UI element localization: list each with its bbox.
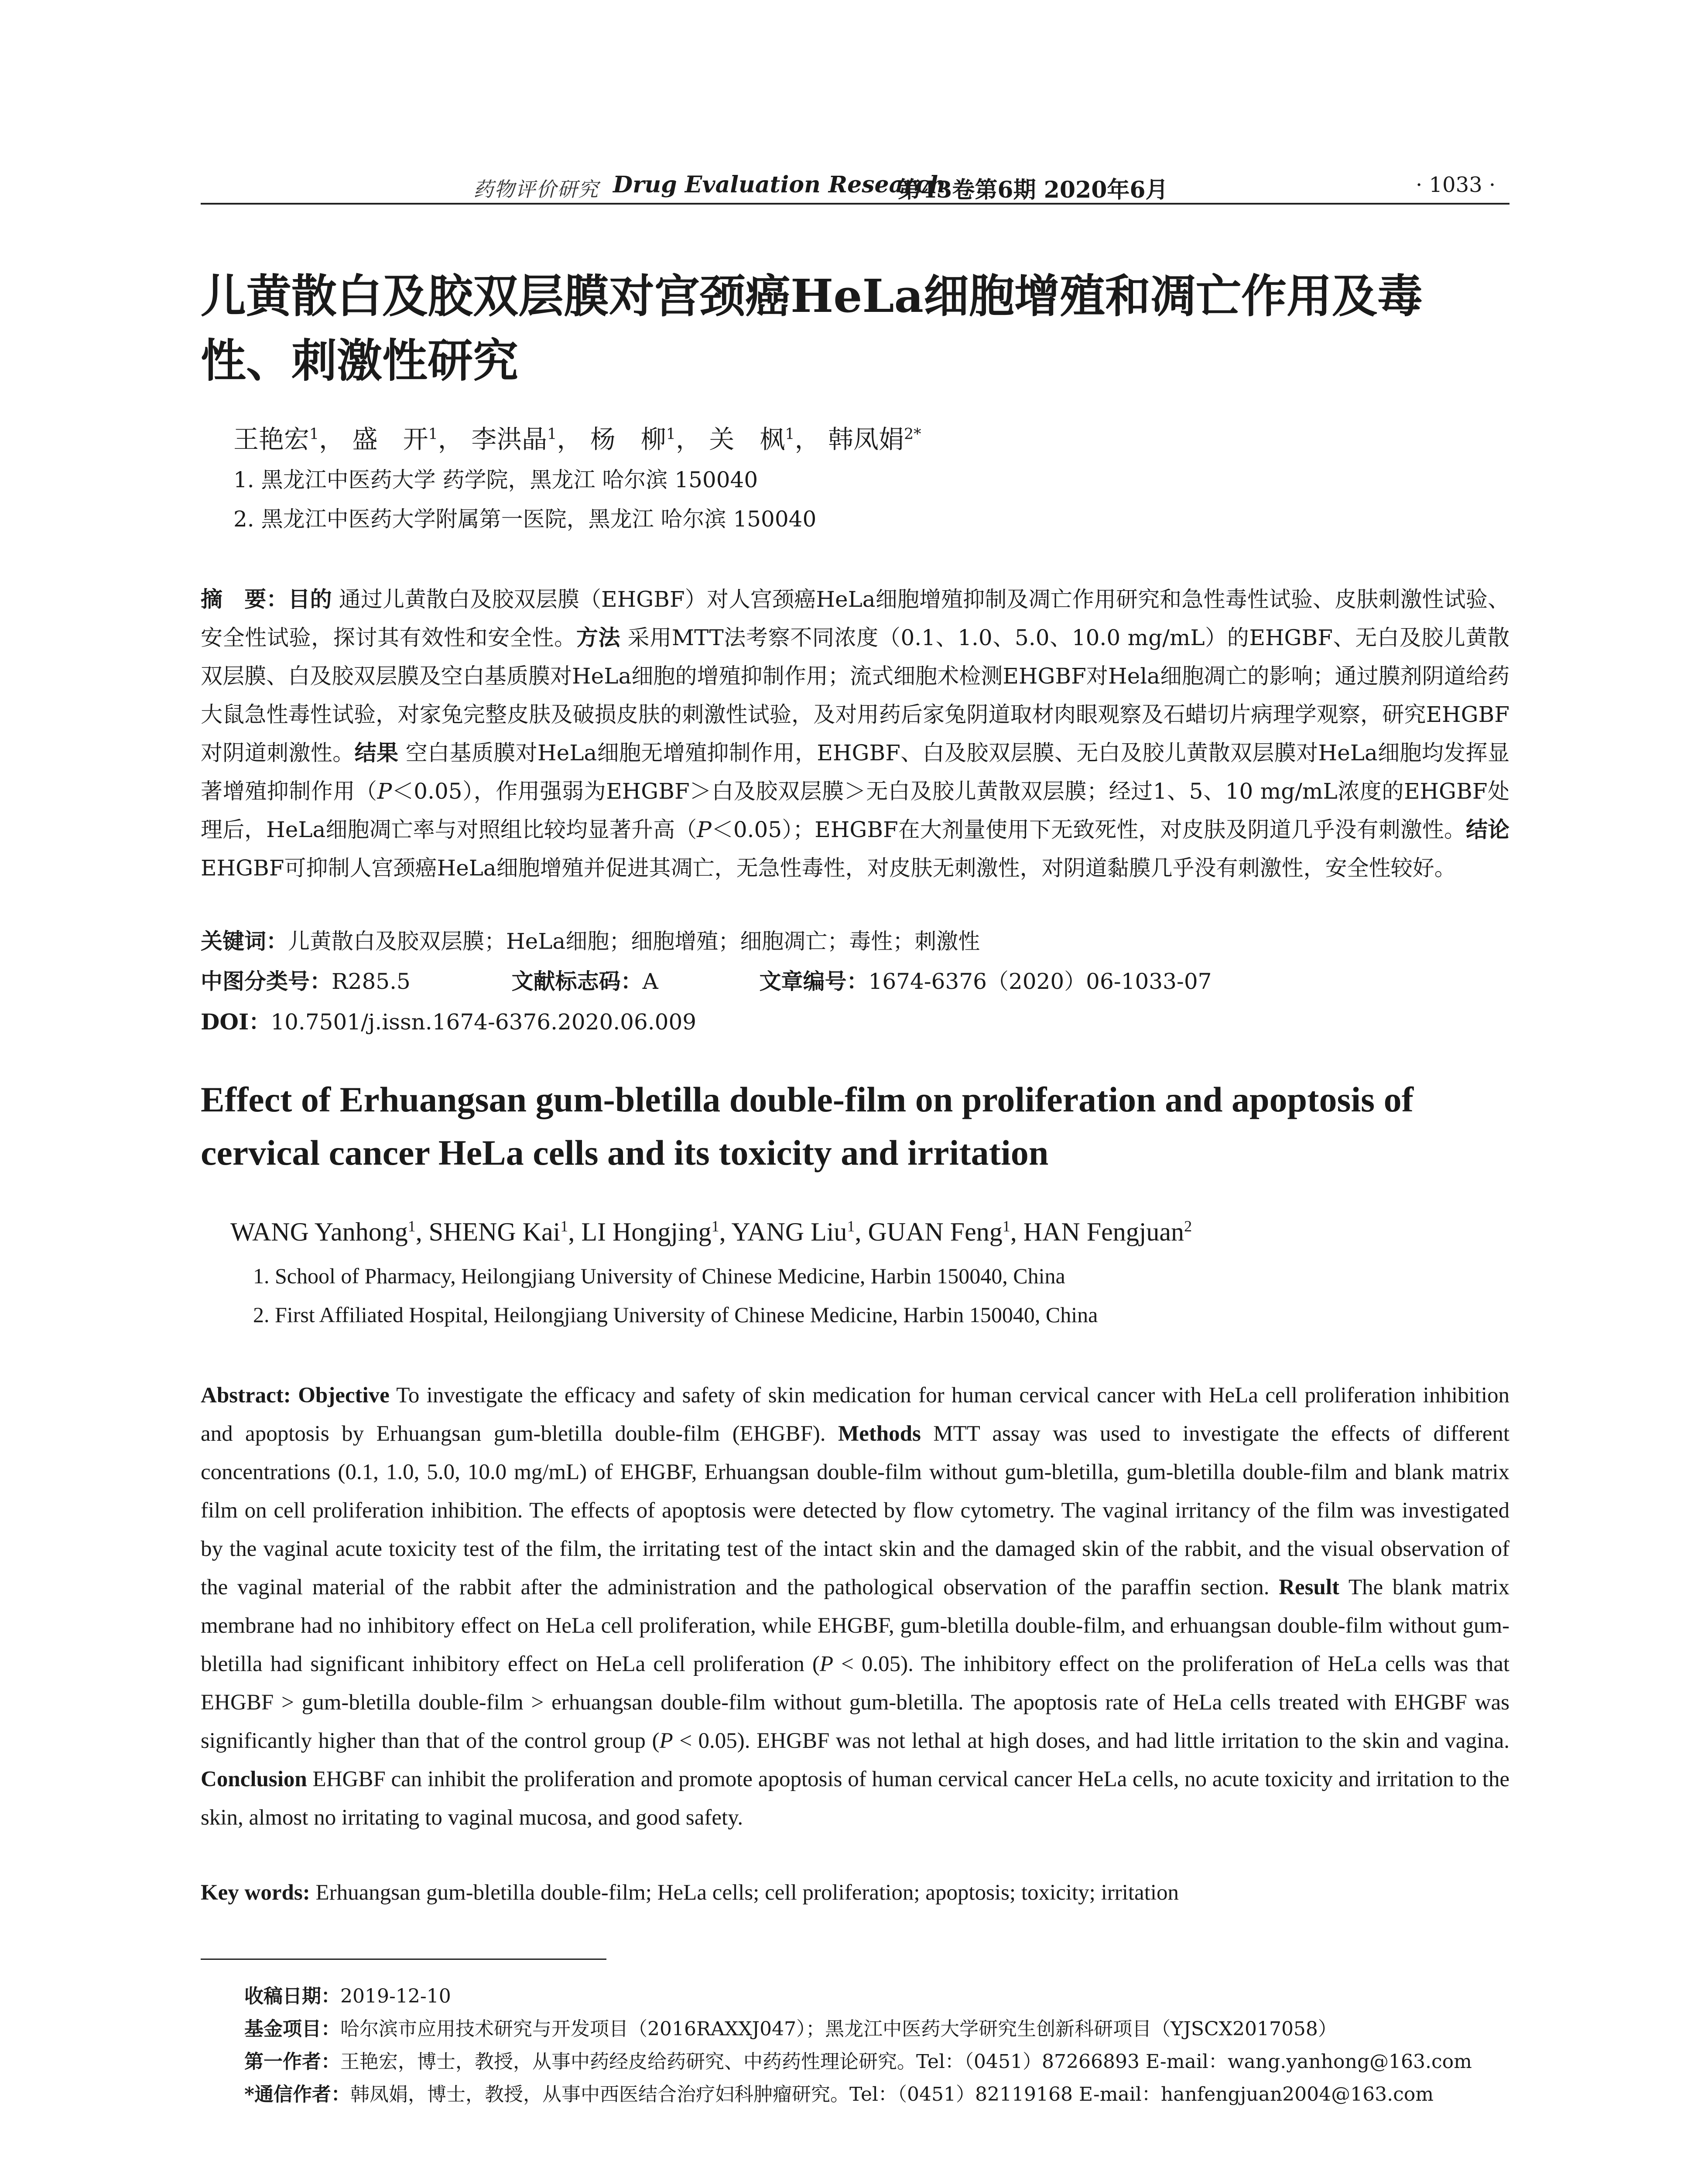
zh-affiliation: 1. 黑龙江中医药大学 药学院，黑龙江 哈尔滨 150040 — [233, 467, 758, 492]
zh-author: 关 枫 — [709, 424, 785, 454]
zh-keywords: 关键词：儿黄散白及胶双层膜；HeLa细胞；细胞增殖；细胞凋亡；毒性；刺激性 — [201, 928, 980, 954]
en-affiliation: 1. School of Pharmacy, Heilongjiang University of Chinese Medicine, Harbin 150040, China — [253, 1264, 1065, 1288]
journal-name: Drug Evaluation Research — [613, 171, 946, 198]
zh-author: 韩凤娟 — [828, 424, 904, 454]
zh-classification: 中图分类号：R285.5 文献标志码：A 文章编号：1674-6376（2020）06-1033-07 — [201, 968, 1212, 994]
en-abstract: Abstract: Objective To investigate the efficacy and safety of skin medication for human cervical cancer with HeLa cell proliferation inhibition and apoptosis by Erhuangsan gum-bletilla double-film (EHGBF). Methods MTT assay was used to investigate the effects of different concentrations (0.1, 1.0, 5.0, 10.0 mg/mL) of EHGBF, Erhuangsan double-film without gum-bletilla, gum-bletilla double-film and blank matrix film on cell proliferation inhibition. The effects of apoptosis were detected by flow cytometry. The vaginal irritancy of the film was investigated by the vaginal acute toxicity test of the film, the irritating test of the intact skin and the damaged skin of the rabbit, and the visual observation of the vaginal material of the rabbit after the administration and the pathological observation of the paraffin section. Result The blank matrix membrane had no inhibitory effect on HeLa cell proliferation, while EHGBF, gum-bletilla double-film, and erhuangsan double-film without gum-bletilla had significant inhibitory effect on HeLa cell proliferation (P < 0.05). The inhibitory effect on the proliferation of HeLa cells was that EHGBF > gum-bletilla double-film > erhuangsan double-film without gum-bletilla. The apoptosis rate of HeLa cells treated with EHGBF was significantly higher than that of the control group (P < 0.05). EHGBF was not lethal at high doses, and had little irritation to the skin and vagina. Conclusion EHGBF can inhibit the proliferation and promote apoptosis of human cervical cancer HeLa cells, no acute toxicity and irritation to the skin, almost no irritating to vaginal mucosa, and good safety. — [201, 1383, 1510, 1830]
header-rule — [201, 203, 1509, 205]
zh-author: 盛 开 — [352, 424, 428, 454]
footnote-corresponding-author: *通信作者：韩凤娟，博士，教授，从事中西医结合治疗妇科肿瘤研究。Tel：（0451）82119168 E-mail：hanfengjuan2004@163.com — [244, 2083, 1434, 2106]
journal-issue: 第43卷第6期 2020年6月 — [898, 177, 1168, 203]
zh-abstract: 摘 要：目的 通过儿黄散白及胶双层膜（EHGBF）对人宫颈癌HeLa细胞增殖抑制及凋亡作用研究和急性毒性试验、皮肤刺激性试验、安全性试验，探讨其有效性和安全性。方法 采用MTT法考察不同浓度（0.1、1.0、5.0、10.0 mg/mL）的EHGBF、无白及胶儿黄散双层膜、白及胶双层膜及空白基质膜对HeLa细胞的增殖抑制作用；流式细胞术检测EHGBF对Hela细胞凋亡的影响；通过膜剂阴道给药大鼠急性毒性试验，对家兔完整皮肤及破损皮肤的刺激性试验，及对用药后家兔阴道取材肉眼观察及石蜡切片病理学观察，研究EHGBF对阴道刺激性。结果 空白基质膜对HeLa细胞无增殖抑制作用，EHGBF、白及胶双层膜、无白及胶儿黄散双层膜对HeLa细胞均发挥显著增殖抑制作用（P＜0.05），作用强弱为EHGBF＞白及胶双层膜＞无白及胶儿黄散双层膜；经过1、5、10 mg/mL浓度的EHGBF处理后，HeLa细胞凋亡率与对照组比较均显著升高（P＜0.05）；EHGBF在大剂量使用下无致死性，对皮肤及阴道几乎没有刺激性。结论 EHGBF可抑制人宫颈癌HeLa细胞增殖并促进其凋亡，无急性毒性，对皮肤无刺激性，对阴道黏膜几乎没有刺激性，安全性较好。 — [201, 586, 1510, 881]
zh-affiliation: 2. 黑龙江中医药大学附属第一医院，黑龙江 哈尔滨 150040 — [233, 506, 817, 532]
page-number: · 1033 · — [1416, 173, 1496, 197]
footnote-funding: 基金项目：哈尔滨市应用技术研究与开发项目（2016RAXXJ047）；黑龙江中医药大学研究生创新科研项目（YJSCX2017058） — [244, 2018, 1337, 2040]
doi: DOI：10.7501/j.issn.1674-6376.2020.06.009 — [201, 1009, 697, 1035]
zh-author: 王艳宏 — [233, 424, 310, 454]
footnote-first-author: 第一作者：王艳宏，博士，教授，从事中药经皮给药研究、中药药性理论研究。Tel：（0451）87266893 E-mail：wang.yanhong@163.com — [244, 2051, 1472, 2073]
journal-logo: 药物评价研究 — [473, 178, 599, 201]
zh-author: 杨 柳 — [590, 424, 666, 454]
en-title: Effect of Erhuangsan gum-bletilla double-film on proliferation and apoptosis of cervical cancer HeLa cells and its toxicity and irritation — [201, 1080, 1414, 1173]
en-affiliation: 2. First Affiliated Hospital, Heilongjiang University of Chinese Medicine, Harbin 150040, China — [253, 1302, 1098, 1327]
zh-author: 李洪晶 — [471, 424, 548, 454]
en-keywords: Key words: Erhuangsan gum-bletilla double-film; HeLa cells; cell proliferation; apoptosis; toxicity; irritation — [201, 1880, 1179, 1905]
zh-authors: 王艳宏$^1$， 盛 开$^1$， 李洪晶$^1$， 杨 柳$^1$， 关 枫$^1$， 韩凤娟$^{2*}$ — [233, 424, 921, 454]
zh-title: 儿黄散白及胶双层膜对宫颈癌HeLa细胞增殖和凋亡作用及毒性、刺激性研究 — [201, 269, 1423, 387]
en-authors: WANG Yanhong$^1$, SHENG Kai$^1$, LI Hongjing$^1$, YANG Liu$^1$, GUAN Feng$^1$, HAN Fengjuan$^2$ — [230, 1217, 1192, 1246]
footnote-received: 收稿日期：2019-12-10 — [244, 1985, 451, 2007]
footnote-rule — [201, 1959, 606, 1960]
